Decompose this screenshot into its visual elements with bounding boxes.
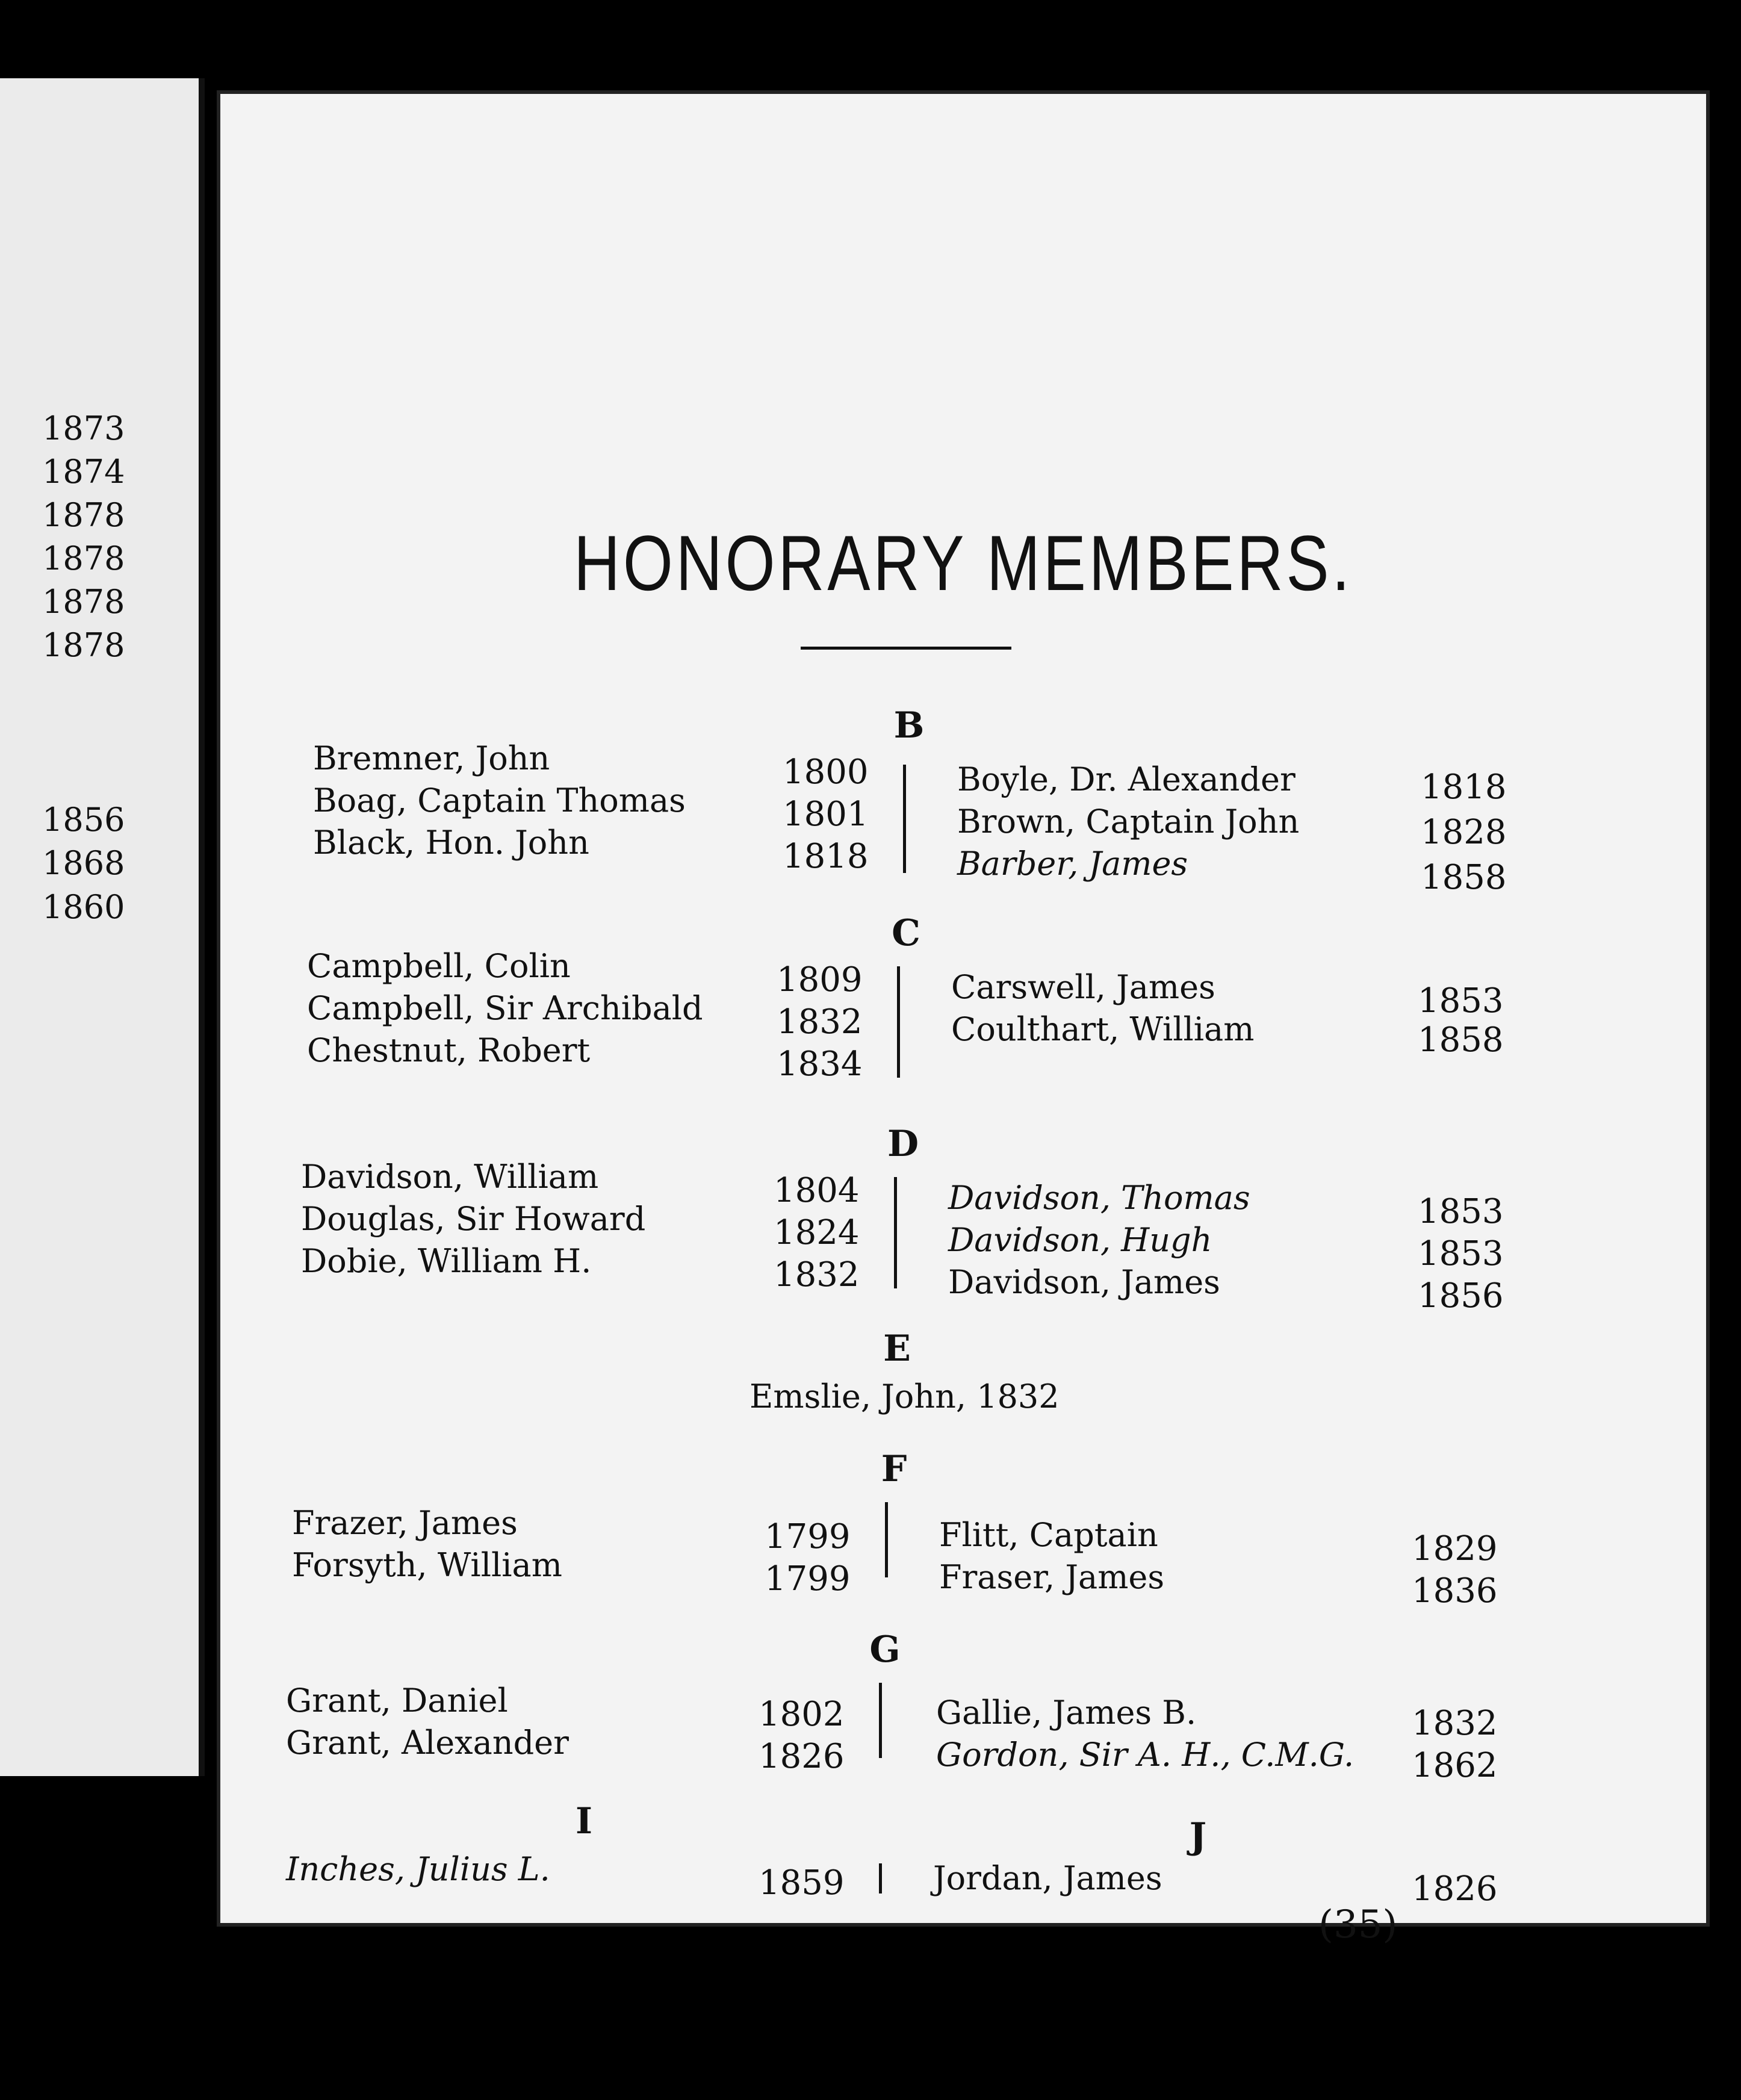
document-page: [217, 90, 1710, 1947]
left-year: 1856: [42, 801, 125, 839]
member-name: Carswell, James: [951, 968, 1215, 1006]
member-name: Campbell, Sir Archibald: [307, 989, 703, 1027]
left-year: 1868: [42, 844, 125, 882]
member-name: Forsyth, William: [292, 1546, 562, 1584]
member-name: Dobie, William H.: [301, 1242, 592, 1280]
member-year: 1858: [1421, 858, 1507, 897]
member-name: Davidson, Hugh: [948, 1221, 1212, 1259]
member-year: 1824: [774, 1213, 860, 1252]
member-year: 1801: [783, 795, 869, 834]
column-separator: [885, 1502, 888, 1577]
title-rule: [801, 647, 1011, 650]
member-name: Fraser, James: [939, 1558, 1165, 1596]
section-letter-d: D: [887, 1123, 919, 1165]
member-name: Davidson, William: [301, 1158, 599, 1196]
member-year: 1829: [1412, 1529, 1498, 1568]
member-year: 1799: [765, 1517, 851, 1556]
member-name: Gordon, Sir A. H., C.M.G.: [936, 1736, 1355, 1774]
member-name: Campbell, Colin: [307, 947, 571, 985]
member-name: Grant, Alexander: [286, 1724, 569, 1762]
member-name: Douglas, Sir Howard: [301, 1200, 646, 1238]
column-separator: [903, 765, 906, 873]
member-year: 1799: [765, 1559, 851, 1598]
member-name: Davidson, Thomas: [948, 1179, 1250, 1217]
member-year: 1826: [759, 1737, 845, 1776]
left-facing-page: [0, 78, 205, 1776]
member-year: 1853: [1418, 1192, 1504, 1231]
column-separator: [879, 1683, 882, 1758]
member-year: 1832: [777, 1002, 863, 1042]
left-year: 1878: [42, 496, 125, 534]
section-letter-c: C: [892, 912, 920, 954]
member-name: Brown, Captain John: [957, 803, 1300, 840]
section-letter-e: E: [883, 1328, 911, 1370]
page-number: (35): [1318, 1903, 1398, 1947]
left-year: 1860: [42, 888, 125, 926]
column-separator: [897, 966, 900, 1078]
member-name: Coulthart, William: [951, 1010, 1255, 1048]
member-entry: Emslie, John, 1832: [749, 1378, 1060, 1415]
member-name: Chestnut, Robert: [307, 1031, 591, 1069]
member-year: 1818: [783, 837, 869, 876]
member-year: 1859: [759, 1863, 845, 1903]
section-letter-f: F: [881, 1448, 907, 1490]
member-year: 1804: [774, 1171, 860, 1210]
member-name: Boyle, Dr. Alexander: [957, 760, 1296, 798]
left-year: 1878: [42, 539, 125, 577]
member-year: 1809: [777, 960, 863, 999]
member-name: Boag, Captain Thomas: [313, 781, 686, 819]
member-year: 1832: [1412, 1704, 1498, 1743]
member-name: Davidson, James: [948, 1263, 1220, 1301]
member-year: 1828: [1421, 813, 1507, 852]
member-year: 1802: [759, 1695, 845, 1734]
page-title: HONORARY MEMBERS.: [574, 519, 1353, 607]
member-name: Jordan, James: [933, 1859, 1162, 1897]
member-year: 1858: [1418, 1020, 1504, 1060]
left-year: 1878: [42, 583, 125, 621]
member-name: Gallie, James B.: [936, 1694, 1197, 1732]
left-year: 1874: [42, 453, 125, 491]
column-separator: [879, 1863, 882, 1893]
member-year: 1853: [1418, 981, 1504, 1020]
member-year: 1856: [1418, 1276, 1504, 1316]
member-year: 1800: [783, 753, 869, 792]
member-year: 1834: [777, 1045, 863, 1084]
section-letter-g: G: [869, 1629, 901, 1671]
member-name: Inches, Julius L.: [286, 1850, 550, 1888]
member-name: Black, Hon. John: [313, 824, 589, 862]
member-year: 1853: [1418, 1234, 1504, 1273]
member-name: Frazer, James: [292, 1504, 518, 1542]
member-name: Flitt, Captain: [939, 1516, 1158, 1554]
member-name: Grant, Daniel: [286, 1682, 508, 1719]
section-letter-b: B: [893, 704, 925, 747]
member-name: Barber, James: [957, 845, 1188, 883]
member-year: 1862: [1412, 1746, 1498, 1785]
section-letter-i: I: [575, 1800, 593, 1842]
member-name: Bremner, John: [313, 739, 550, 777]
member-year: 1836: [1412, 1571, 1498, 1611]
section-letter-j: J: [1189, 1815, 1207, 1857]
member-year: 1832: [774, 1255, 860, 1294]
member-year: 1826: [1412, 1869, 1498, 1909]
member-year: 1818: [1421, 768, 1507, 807]
left-year: 1878: [42, 626, 125, 664]
left-year: 1873: [42, 409, 125, 447]
column-separator: [894, 1177, 897, 1288]
